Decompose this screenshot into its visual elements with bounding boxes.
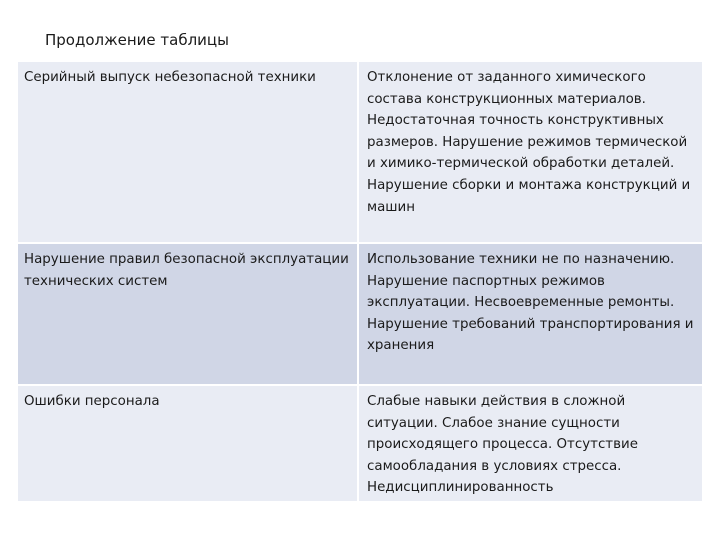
table-cell-cause: Ошибки персонала	[18, 386, 359, 501]
table-cell-cause: Нарушение правил безопасной эксплуатации технических систем	[18, 244, 359, 384]
table-cell-description: Использование техники не по назначению. Нарушение паспортных режимов эксплуатации. Несвоевременные ремонты. Нарушение требований транспортирования и хранения	[359, 244, 702, 384]
table-caption: Продолжение таблицы	[45, 31, 229, 49]
table-cell-description: Отклонение от заданного химического состава конструкционных материалов. Недостаточная точность конструктивных размеров. Нарушение режимов термической и химико-термической обработки деталей. Нарушение сборки и монтажа конструкций и машин	[359, 62, 702, 242]
hazard-causes-table	[18, 62, 702, 501]
table-cell-cause: Серийный выпуск небезопасной техники	[18, 62, 359, 242]
table-cell-description: Слабые навыки действия в сложной ситуации. Слабое знание сущности происходящего процесса. Отсутствие самообладания в условиях стресса. Недисциплинированность	[359, 386, 702, 501]
